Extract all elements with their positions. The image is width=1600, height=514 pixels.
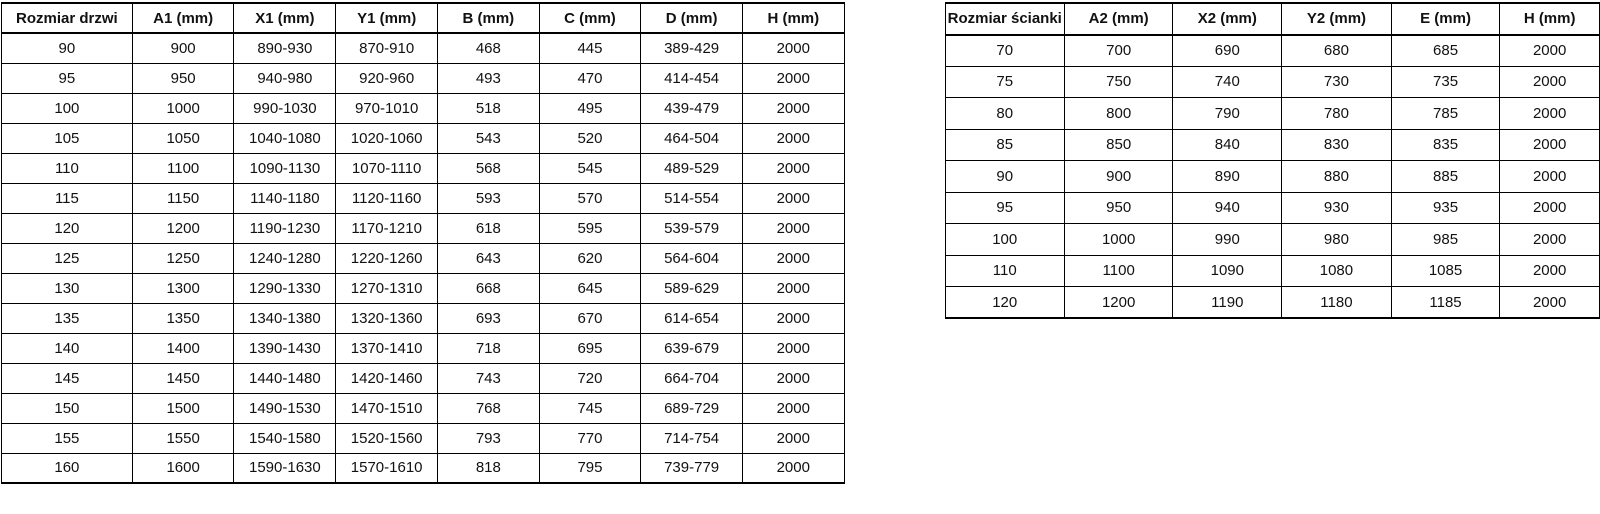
table-cell: 2000 [742,393,844,423]
table-cell: 745 [539,393,641,423]
table-cell: 445 [539,33,641,63]
table-cell: 1490-1530 [234,393,336,423]
table-cell: 439-479 [641,93,743,123]
table-cell: 589-629 [641,273,743,303]
table-cell: 930 [1282,192,1392,224]
table-cell: 120 [2,213,133,243]
table-cell: 620 [539,243,641,273]
table-row [2,333,845,363]
table-cell: 793 [438,423,540,453]
table-cell: 870-910 [336,33,438,63]
table-row [945,66,1599,98]
table-cell: 2000 [742,93,844,123]
table-cell: 1100 [132,153,234,183]
table-cell: 2000 [1500,255,1600,287]
table-cell: 2000 [742,123,844,153]
table-cell: 1590-1630 [234,453,336,483]
table-cell: 115 [2,183,133,213]
table-cell: 1190 [1173,287,1282,319]
table-cell: 1170-1210 [336,213,438,243]
table-cell: 750 [1064,66,1173,98]
table-cell: 1250 [132,243,234,273]
table-cell: 135 [2,303,133,333]
table-cell: 614-654 [641,303,743,333]
table-cell: 730 [1282,66,1392,98]
table-cell: 1350 [132,303,234,333]
table-cell: 2000 [742,363,844,393]
table-cell: 1390-1430 [234,333,336,363]
table-cell: 664-704 [641,363,743,393]
table-cell: 1120-1160 [336,183,438,213]
table-cell: 830 [1282,129,1392,161]
table-cell: 900 [1064,161,1173,193]
table-cell: 1080 [1282,255,1392,287]
table-cell: 75 [945,66,1064,98]
table-cell: 743 [438,363,540,393]
table-row [2,243,845,273]
header-row [2,3,845,33]
table-cell: 110 [2,153,133,183]
table-cell: 80 [945,98,1064,130]
table-cell: 985 [1391,224,1500,256]
table-cell: 2000 [1500,224,1600,256]
table-cell: 835 [1391,129,1500,161]
table-row [2,63,845,93]
table-cell: 1020-1060 [336,123,438,153]
table-cell: 795 [539,453,641,483]
table-cell: 100 [945,224,1064,256]
table-cell: 680 [1282,35,1392,67]
table-cell: 990 [1173,224,1282,256]
table-cell: 690 [1173,35,1282,67]
table-cell: 940 [1173,192,1282,224]
table-cell: 768 [438,393,540,423]
table-cell: 668 [438,273,540,303]
table-cell: 150 [2,393,133,423]
table-cell: 950 [1064,192,1173,224]
column-header: Rozmiar drzwi [2,3,133,33]
table-cell: 1270-1310 [336,273,438,303]
table-row [2,423,845,453]
table-row [2,183,845,213]
table-cell: 990-1030 [234,93,336,123]
table-row [945,129,1599,161]
table-cell: 545 [539,153,641,183]
header-row [945,3,1599,35]
table-cell: 125 [2,243,133,273]
table-cell: 2000 [742,63,844,93]
table-cell: 935 [1391,192,1500,224]
table-cell: 414-454 [641,63,743,93]
table-row [2,123,845,153]
table-cell: 714-754 [641,423,743,453]
table-cell: 2000 [742,303,844,333]
table-cell: 2000 [742,333,844,363]
wall-size-table [945,2,1600,319]
table-row [945,255,1599,287]
table-cell: 1070-1110 [336,153,438,183]
table-cell: 2000 [742,423,844,453]
table-cell: 470 [539,63,641,93]
table-cell: 1180 [1282,287,1392,319]
table-cell: 1100 [1064,255,1173,287]
table-cell: 464-504 [641,123,743,153]
table-cell: 1000 [1064,224,1173,256]
table-cell: 1240-1280 [234,243,336,273]
table-cell: 90 [945,161,1064,193]
table-cell: 130 [2,273,133,303]
table-cell: 900 [132,33,234,63]
table-cell: 1290-1330 [234,273,336,303]
table-cell: 1000 [132,93,234,123]
table-cell: 1500 [132,393,234,423]
table-cell: 1320-1360 [336,303,438,333]
table-cell: 2000 [742,33,844,63]
table-cell: 155 [2,423,133,453]
table-cell: 1185 [1391,287,1500,319]
table-cell: 539-579 [641,213,743,243]
table-cell: 468 [438,33,540,63]
table-cell: 885 [1391,161,1500,193]
column-header: Y1 (mm) [336,3,438,33]
table-cell: 735 [1391,66,1500,98]
column-header: A2 (mm) [1064,3,1173,35]
table-row [945,224,1599,256]
table-cell: 145 [2,363,133,393]
table-cell: 2000 [1500,129,1600,161]
table-cell: 2000 [1500,287,1600,319]
door-size-table [1,2,845,484]
table-cell: 110 [945,255,1064,287]
table-cell: 1370-1410 [336,333,438,363]
table-cell: 780 [1282,98,1392,130]
table-cell: 595 [539,213,641,243]
table-cell: 739-779 [641,453,743,483]
table-cell: 2000 [742,183,844,213]
table-cell: 1470-1510 [336,393,438,423]
table-cell: 1150 [132,183,234,213]
table-cell: 1190-1230 [234,213,336,243]
table-cell: 720 [539,363,641,393]
table-cell: 489-529 [641,153,743,183]
table-row [2,393,845,423]
table-cell: 70 [945,35,1064,67]
column-header: E (mm) [1391,3,1500,35]
table-cell: 2000 [742,153,844,183]
column-header: C (mm) [539,3,641,33]
table-cell: 495 [539,93,641,123]
table-cell: 543 [438,123,540,153]
table-cell: 689-729 [641,393,743,423]
table-cell: 770 [539,423,641,453]
table-cell: 1200 [132,213,234,243]
table-cell: 1140-1180 [234,183,336,213]
table-cell: 1220-1260 [336,243,438,273]
table-cell: 695 [539,333,641,363]
table-cell: 970-1010 [336,93,438,123]
column-header: Y2 (mm) [1282,3,1392,35]
table-row [2,153,845,183]
table-cell: 2000 [1500,192,1600,224]
table-cell: 2000 [742,243,844,273]
table-cell: 2000 [742,273,844,303]
table-cell: 818 [438,453,540,483]
table-cell: 950 [132,63,234,93]
table-cell: 95 [945,192,1064,224]
table-cell: 1440-1480 [234,363,336,393]
table-cell: 890 [1173,161,1282,193]
table-cell: 618 [438,213,540,243]
table-cell: 1600 [132,453,234,483]
table-row [2,303,845,333]
table-cell: 645 [539,273,641,303]
table-row [2,33,845,63]
table-cell: 1570-1610 [336,453,438,483]
table-cell: 90 [2,33,133,63]
table-cell: 980 [1282,224,1392,256]
table-row [2,93,845,123]
table-cell: 670 [539,303,641,333]
table-cell: 389-429 [641,33,743,63]
table-cell: 493 [438,63,540,93]
table-cell: 880 [1282,161,1392,193]
table-cell: 120 [945,287,1064,319]
table-cell: 1300 [132,273,234,303]
column-header: H (mm) [742,3,844,33]
table-cell: 514-554 [641,183,743,213]
table-cell: 1420-1460 [336,363,438,393]
table-cell: 100 [2,93,133,123]
column-header: H (mm) [1500,3,1600,35]
table-row [945,161,1599,193]
table-cell: 1085 [1391,255,1500,287]
table-cell: 2000 [742,453,844,483]
table-cell: 570 [539,183,641,213]
table-row [945,35,1599,67]
table-cell: 2000 [1500,98,1600,130]
table-cell: 105 [2,123,133,153]
table-cell: 790 [1173,98,1282,130]
column-header: X1 (mm) [234,3,336,33]
table-cell: 568 [438,153,540,183]
table-cell: 639-679 [641,333,743,363]
table-cell: 85 [945,129,1064,161]
table-cell: 2000 [742,213,844,243]
table-cell: 850 [1064,129,1173,161]
table-cell: 1540-1580 [234,423,336,453]
table-cell: 2000 [1500,35,1600,67]
column-header: Rozmiar ścianki [945,3,1064,35]
table-row [945,192,1599,224]
table-cell: 920-960 [336,63,438,93]
table-row [2,453,845,483]
table-row [945,98,1599,130]
table-cell: 520 [539,123,641,153]
table-cell: 890-930 [234,33,336,63]
table-cell: 518 [438,93,540,123]
table-cell: 160 [2,453,133,483]
table-row [2,273,845,303]
table-cell: 940-980 [234,63,336,93]
table-row [2,213,845,243]
table-cell: 693 [438,303,540,333]
table-cell: 1340-1380 [234,303,336,333]
table-cell: 593 [438,183,540,213]
table-cell: 2000 [1500,66,1600,98]
table-cell: 643 [438,243,540,273]
table-cell: 1090 [1173,255,1282,287]
table-cell: 700 [1064,35,1173,67]
table-cell: 1520-1560 [336,423,438,453]
table-cell: 1200 [1064,287,1173,319]
table-cell: 564-604 [641,243,743,273]
table-row [2,363,845,393]
table-cell: 1040-1080 [234,123,336,153]
table-cell: 140 [2,333,133,363]
table-cell: 800 [1064,98,1173,130]
table-cell: 685 [1391,35,1500,67]
table-cell: 2000 [1500,161,1600,193]
table-cell: 1090-1130 [234,153,336,183]
table-row [945,287,1599,319]
table-cell: 1050 [132,123,234,153]
table-cell: 740 [1173,66,1282,98]
table-cell: 1400 [132,333,234,363]
table-cell: 95 [2,63,133,93]
table-cell: 1450 [132,363,234,393]
column-header: D (mm) [641,3,743,33]
table-cell: 840 [1173,129,1282,161]
table-cell: 1550 [132,423,234,453]
column-header: X2 (mm) [1173,3,1282,35]
table-cell: 785 [1391,98,1500,130]
column-header: B (mm) [438,3,540,33]
table-cell: 718 [438,333,540,363]
column-header: A1 (mm) [132,3,234,33]
